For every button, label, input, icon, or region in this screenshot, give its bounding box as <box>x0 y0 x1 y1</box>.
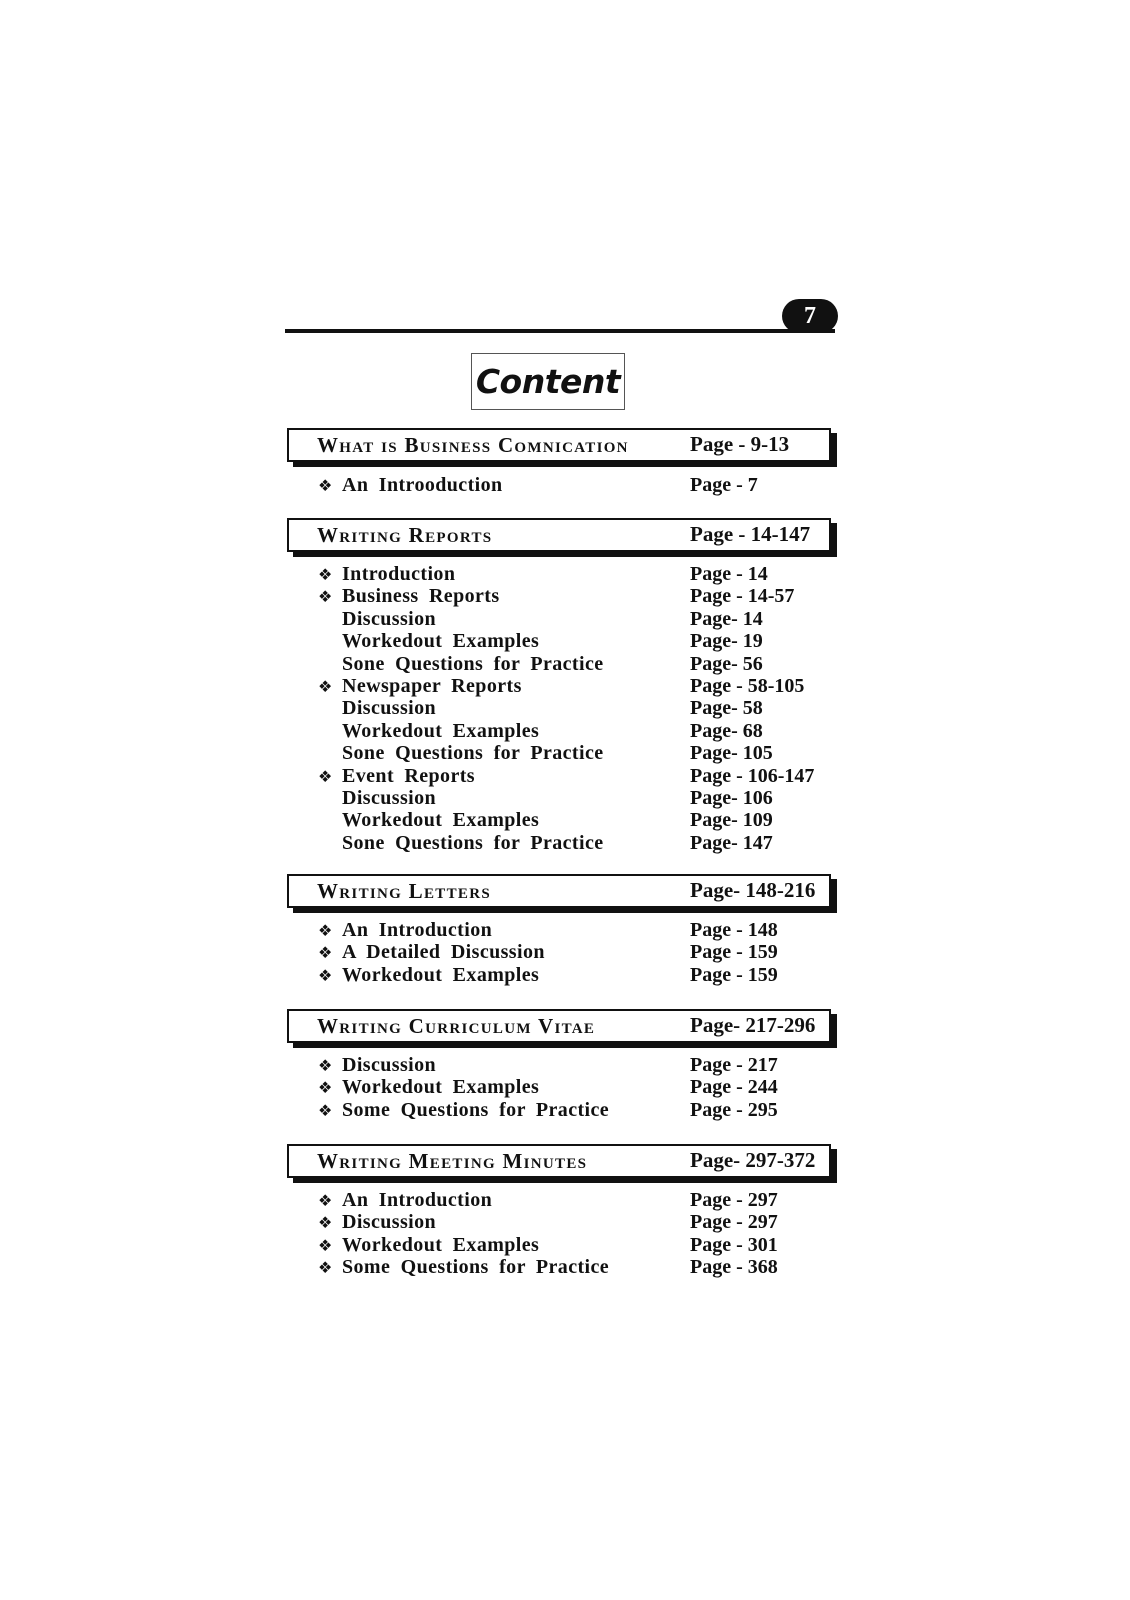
section-page-range: Page- 148-216 <box>690 878 816 902</box>
diamond-bullet-icon: ❖ <box>318 1213 333 1233</box>
toc-entry-label: Discussion <box>342 607 437 630</box>
page-number-badge <box>782 299 838 333</box>
toc-entry-label: An Introduction <box>342 919 493 941</box>
toc-entry[interactable] <box>318 1189 492 1211</box>
section-page-range: Page - 9-13 <box>690 432 790 456</box>
section-page-range: Page- 217-296 <box>690 1013 816 1037</box>
diamond-bullet-icon: ❖ <box>318 476 333 495</box>
toc-entry-label: Some Questions for Practice <box>342 1098 610 1121</box>
diamond-bullet-icon: ❖ <box>318 1191 333 1210</box>
toc-entry-page: Page - 368 <box>690 1256 778 1279</box>
diamond-bullet-icon: ❖ <box>318 565 333 584</box>
toc-entry[interactable] <box>318 1256 609 1278</box>
toc-entry[interactable] <box>318 630 539 652</box>
toc-entry-page: Page - 14-57 <box>690 585 795 608</box>
section-heading[interactable] <box>287 1009 831 1043</box>
toc-entry-page: Page- 56 <box>690 652 763 675</box>
toc-entry-page: Page - 159 <box>690 963 778 986</box>
toc-entry-label: An Introduction <box>342 1189 493 1211</box>
toc-entry[interactable] <box>318 809 539 831</box>
toc-entry-page: Page - 7 <box>690 474 758 496</box>
toc-entry[interactable] <box>318 1099 609 1121</box>
diamond-bullet-icon: ❖ <box>318 921 333 940</box>
toc-entry[interactable] <box>318 675 522 697</box>
diamond-bullet-icon: ❖ <box>318 1100 333 1120</box>
toc-entry-page: Page - 217 <box>690 1054 778 1076</box>
section-heading[interactable] <box>287 428 831 462</box>
header-rule <box>285 329 835 333</box>
toc-entry[interactable] <box>318 474 503 496</box>
toc-entry-page: Page - 295 <box>690 1098 778 1121</box>
toc-entry[interactable] <box>318 787 436 809</box>
toc-entry-label: A Detailed Discussion <box>342 941 545 964</box>
toc-entry-label: Some Questions for Practice <box>342 1256 610 1279</box>
section-heading[interactable] <box>287 1144 831 1178</box>
toc-entry-label: Discussion <box>342 697 437 720</box>
section-heading[interactable] <box>287 874 831 908</box>
toc-entry-page: Page - 297 <box>690 1189 778 1211</box>
toc-entry-page: Page- 147 <box>690 831 773 854</box>
toc-entry-page: Page - 148 <box>690 919 778 941</box>
toc-entry-page: Page - 159 <box>690 941 778 964</box>
title-box <box>471 353 625 410</box>
toc-entry-label: Workedout Examples <box>342 719 540 742</box>
toc-entry[interactable] <box>318 964 539 986</box>
toc-entry-label: Newspaper Reports <box>342 675 522 697</box>
toc-entry-label: Workedout Examples <box>342 963 540 986</box>
section-title: Writing Meeting Minutes <box>317 1149 588 1173</box>
toc-entry-label: Discussion <box>342 1211 437 1234</box>
toc-entry[interactable] <box>318 919 492 941</box>
toc-entry-label: Sone Questions for Practice <box>342 831 604 854</box>
toc-entry[interactable] <box>318 585 500 607</box>
toc-entry[interactable] <box>318 563 455 585</box>
toc-entry-page: Page - 244 <box>690 1076 778 1099</box>
toc-entry[interactable] <box>318 653 604 675</box>
toc-entry-label: Discussion <box>342 1054 437 1076</box>
section-title: Writing Letters <box>317 879 491 903</box>
toc-entry-page: Page- 19 <box>690 630 763 653</box>
diamond-bullet-icon: ❖ <box>318 587 333 607</box>
toc-entry-label: Workedout Examples <box>342 809 540 832</box>
toc-entry[interactable] <box>318 832 604 854</box>
toc-entry-page: Page - 301 <box>690 1233 778 1256</box>
toc-entry-page: Page- 106 <box>690 787 773 809</box>
toc-entry-page: Page - 297 <box>690 1211 778 1234</box>
diamond-bullet-icon: ❖ <box>318 677 333 696</box>
toc-entry-label: Workedout Examples <box>342 1076 540 1099</box>
section-heading[interactable] <box>287 518 831 552</box>
toc-entry-page: Page - 14 <box>690 563 768 585</box>
toc-entry-page: Page- 58 <box>690 697 763 720</box>
toc-entry-label: Sone Questions for Practice <box>342 652 604 675</box>
toc-entry-label: An Introoduction <box>342 474 503 496</box>
toc-entry[interactable] <box>318 941 545 963</box>
toc-entry[interactable] <box>318 720 539 742</box>
toc-entry-page: Page- 14 <box>690 607 763 630</box>
toc-entry-label: Business Reports <box>342 585 500 608</box>
toc-entry[interactable] <box>318 1211 436 1233</box>
diamond-bullet-icon: ❖ <box>318 943 333 963</box>
diamond-bullet-icon: ❖ <box>318 1258 333 1278</box>
toc-entry-page: Page - 106-147 <box>690 764 815 787</box>
toc-entry-page: Page- 68 <box>690 719 763 742</box>
toc-entry-label: Event Reports <box>342 764 475 787</box>
toc-entry[interactable] <box>318 697 436 719</box>
section-title: Writing Reports <box>317 523 493 547</box>
toc-entry[interactable] <box>318 742 604 764</box>
page-number: 7 <box>804 302 816 329</box>
toc-entry-label: Discussion <box>342 787 437 809</box>
section-title: What is Business Comnication <box>317 433 629 457</box>
toc-entry[interactable] <box>318 1054 436 1076</box>
toc-entry-label: Workedout Examples <box>342 1233 540 1256</box>
toc-entry-page: Page - 58-105 <box>690 675 805 697</box>
toc-entry[interactable] <box>318 765 475 787</box>
toc-entry-page: Page- 109 <box>690 809 773 832</box>
toc-entry-page: Page- 105 <box>690 742 773 765</box>
toc-entry[interactable] <box>318 608 436 630</box>
diamond-bullet-icon: ❖ <box>318 965 333 985</box>
diamond-bullet-icon: ❖ <box>318 1056 333 1075</box>
diamond-bullet-icon: ❖ <box>318 1078 333 1098</box>
toc-entry-label: Workedout Examples <box>342 630 540 653</box>
diamond-bullet-icon: ❖ <box>318 766 333 786</box>
page-title: Content <box>475 362 621 401</box>
section-title: Writing Curriculum Vitae <box>317 1014 596 1038</box>
diamond-bullet-icon: ❖ <box>318 1235 333 1255</box>
section-page-range: Page - 14-147 <box>690 522 811 546</box>
section-page-range: Page- 297-372 <box>690 1148 816 1172</box>
toc-entry[interactable] <box>318 1234 539 1256</box>
toc-entry[interactable] <box>318 1076 539 1098</box>
toc-entry-label: Introduction <box>342 563 456 585</box>
toc-entry-label: Sone Questions for Practice <box>342 742 604 765</box>
